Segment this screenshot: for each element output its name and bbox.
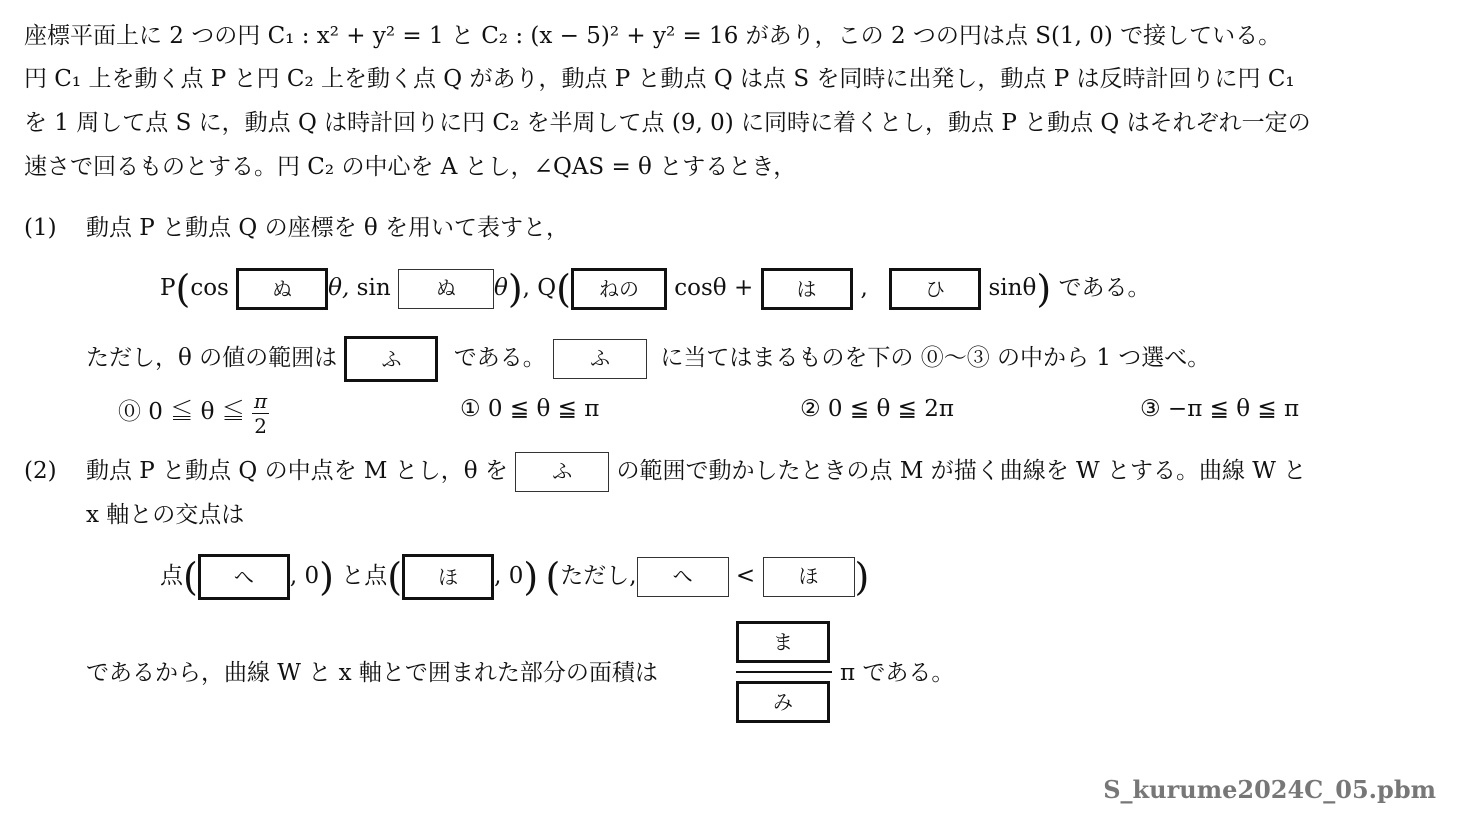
paren-close-q: ): [1036, 267, 1052, 311]
fraction-numerator: π: [254, 388, 268, 413]
fraction-denominator: 2: [254, 413, 267, 438]
sin-text: sin: [356, 275, 391, 301]
choice-0: [118, 388, 269, 436]
theta-comma: θ,: [328, 275, 350, 301]
sin-theta: sinθ: [988, 275, 1037, 301]
tail-text: である。: [1058, 275, 1151, 301]
blank-hi: ひ: [889, 268, 981, 310]
note-text: ただし,: [560, 563, 637, 589]
paren-open-q: (: [556, 267, 571, 311]
paren-open-note: (: [545, 555, 561, 599]
q2-label: (2): [24, 458, 57, 484]
intro-line-3: を 1 周して点 S に，動点 Q は時計回りに円 C₂ を半周して点 (9, 0) に同時に着くとし，動点 P と動点 Q はそれぞれ一定の: [24, 110, 1311, 136]
fraction-bar: [736, 671, 832, 673]
comma-text-2: ,: [860, 275, 868, 301]
choice-3: ③ −π ≦ θ ≦ π: [1140, 396, 1300, 422]
file-label: S_kurume2024C_05.pbm: [1103, 775, 1436, 804]
q2-line-1-b: の範囲で動かしたときの点 M が描く曲線を W とする。曲線 W と: [616, 458, 1307, 484]
p-label: P: [160, 275, 176, 301]
theta-text: θ: [493, 275, 508, 301]
blank-he: へ: [198, 554, 290, 600]
less-than: <: [735, 563, 756, 589]
intro-line-2: 円 C₁ 上を動く点 P と円 C₂ 上を動く点 Q があり，動点 P と動点 Q は点 S を同時に出発し，動点 P は反時計回りに円 C₁: [24, 66, 1295, 92]
coordinate-expression: [160, 262, 1150, 314]
zero-1: 0: [304, 563, 320, 589]
blank-neno: ねの: [571, 268, 667, 310]
blank-fu-ref-2: ふ: [515, 452, 609, 492]
blank-fu: ふ: [344, 336, 438, 382]
blank-he-ref: へ: [637, 557, 729, 597]
comma-text: ,: [522, 275, 530, 301]
point-text: 点: [160, 563, 183, 589]
zero-2: 0: [508, 563, 524, 589]
paren-open: (: [175, 267, 191, 311]
q2-line-1-a: 動点 P と動点 Q の中点を M とし，θ を: [86, 458, 508, 484]
range-tail: に当てはまるものを下の ⓪〜③ の中から 1 つ選べ。: [660, 345, 1211, 371]
paren-close-ho: ): [523, 555, 539, 599]
blank-ho: ほ: [402, 554, 494, 600]
blank-ma: ま: [736, 621, 830, 663]
range-mid: である。: [453, 345, 546, 371]
cos-text: cos: [190, 275, 229, 301]
cos-theta-plus: cosθ +: [674, 275, 754, 301]
paren-close-he: ): [319, 555, 334, 599]
paren-close: ): [507, 267, 523, 311]
blank-nu-ref: ぬ: [398, 269, 494, 309]
range-lead: ただし，θ の値の範囲は: [86, 345, 338, 371]
blank-fu-ref: ふ: [553, 339, 647, 379]
paren-open-he: (: [183, 555, 198, 599]
intersection-points: 点( へ , 0) と点( ほ , 0) (ただし, へ < ほ ): [160, 555, 870, 599]
choice-2: ② 0 ≦ θ ≦ 2π: [800, 396, 954, 422]
q-label: Q: [537, 275, 557, 301]
blank-mi: み: [736, 681, 830, 723]
q1-label: (1): [24, 215, 57, 241]
and-point-text: と点: [341, 563, 388, 589]
paren-close-note: ): [854, 555, 870, 599]
area-lead: であるから，曲線 W と x 軸とで囲まれた部分の面積は: [86, 660, 658, 686]
q2-line-1: [86, 449, 1306, 493]
q1-lead: 動点 P と動点 Q の座標を θ を用いて表すと，: [86, 215, 570, 241]
intro-line-1: 座標平面上に 2 つの円 C₁ : x² + y² = 1 と C₂ : (x − 5)² + y² = 16 があり，この 2 つの円は点 S(1, 0) で接している。: [24, 23, 1282, 49]
choice-1: ① 0 ≦ θ ≦ π: [460, 396, 600, 422]
blank-ho-ref: ほ: [763, 557, 855, 597]
pi-over-2-fraction: [252, 388, 269, 438]
blank-ha: は: [761, 268, 853, 310]
area-fraction: [736, 621, 832, 723]
q2-line-2: x 軸との交点は: [86, 502, 245, 528]
range-line: [86, 334, 1210, 382]
paren-open-ho: (: [387, 555, 403, 599]
intro-line-4: 速さで回るものとする。円 C₂ の中心を A とし，∠QAS = θ とするとき，: [24, 154, 797, 180]
area-tail: π である。: [840, 660, 955, 686]
blank-nu: ぬ: [236, 268, 328, 310]
choice-0-text: ⓪ 0 ≦ θ ≦: [118, 399, 245, 425]
